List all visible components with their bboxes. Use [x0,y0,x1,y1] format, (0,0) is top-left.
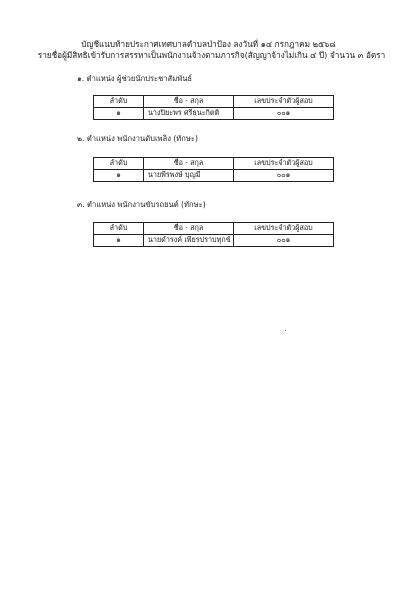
document-subtitle: รายชื่อผู้มีสิทธิเข้ารับการสรรหาเป็นพนักงานจ้างตามภารกิจ(สัญญาจ้างไม่เกิน ๔ ปี) จำนวน ๓ อัตรา [37,50,386,60]
section-title-1: ๑. ตำแหน่ง ผู้ช่วยนักประชาสัมพันธ์ [77,74,193,83]
col-header-name: ชื่อ - สกุล [144,96,234,108]
cell-order: ๑ [94,170,144,182]
cell-exam-id: ๐๐๑ [234,170,334,182]
candidate-table-2 [93,157,334,182]
document-title: บัญชีแนบท้ายประกาศเทศบาลตำบลป่าป้อง ลงวันที่ ๑๔ กรกฎาคม ๒๕๖๘ [81,39,336,49]
col-header-order: ลำดับ [94,223,144,235]
section-title-3: ๓. ตำแหน่ง พนักงานขับรถยนต์ (ทักษะ) [77,200,206,209]
cell-exam-id: ๐๐๑ [234,108,334,120]
cell-name: นางปิยะพร ศรีธนะกิตติ [144,108,234,120]
col-header-exam-id: เลขประจำตัวผู้สอบ [234,158,334,170]
col-header-name: ชื่อ - สกุล [144,158,234,170]
cell-order: ๑ [94,108,144,120]
col-header-exam-id: เลขประจำตัวผู้สอบ [234,96,334,108]
table-header-row [94,223,334,235]
table-row [94,108,334,120]
col-header-order: ลำดับ [94,96,144,108]
scan-speck [285,330,286,331]
candidate-table-1 [93,95,334,120]
cell-name: นายพีรพงษ์ บุญมี [144,170,234,182]
table-header-row [94,158,334,170]
table-header-row [94,96,334,108]
col-header-order: ลำดับ [94,158,144,170]
candidate-table-3 [93,222,334,247]
cell-name: นายดำรงค์ เพียรปราบทุกข์ [144,235,234,247]
table-row [94,170,334,182]
table-row [94,235,334,247]
section-title-2: ๒. ตำแหน่ง พนักงานดับเพลิง (ทักษะ) [77,134,198,143]
cell-order: ๑ [94,235,144,247]
col-header-name: ชื่อ - สกุล [144,223,234,235]
cell-exam-id: ๐๐๑ [234,235,334,247]
col-header-exam-id: เลขประจำตัวผู้สอบ [234,223,334,235]
